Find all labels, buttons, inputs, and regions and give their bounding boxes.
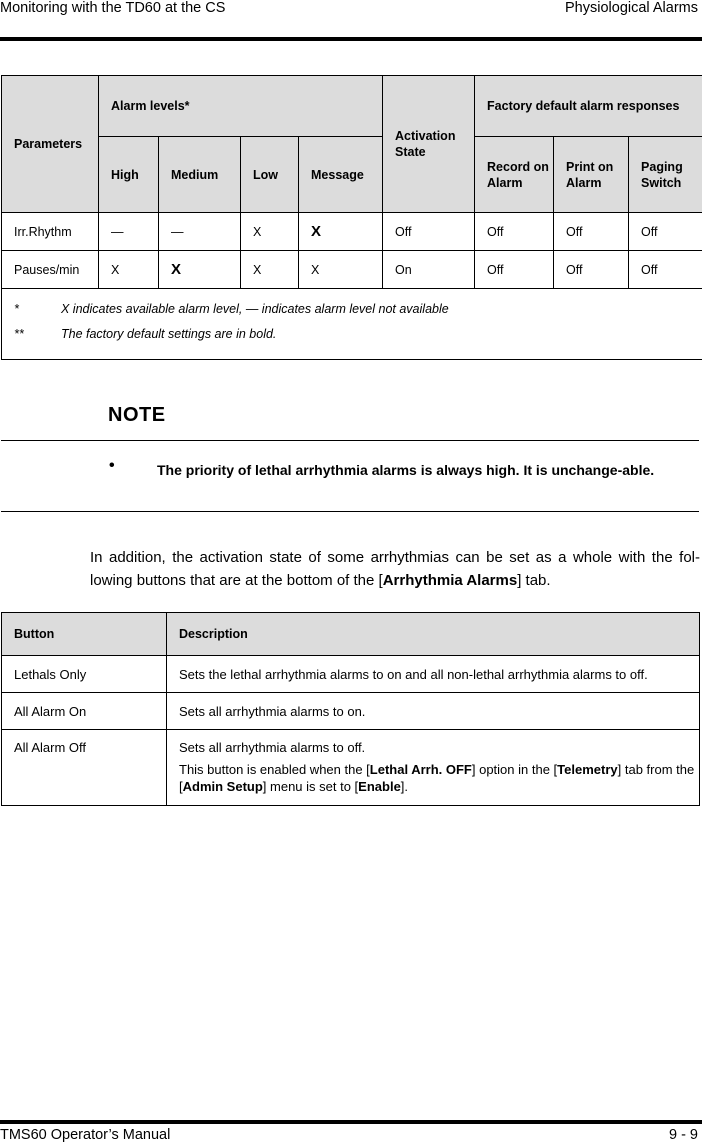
table-row [2,693,700,730]
col-message: Message [299,137,383,213]
footnote-text: The factory default settings are in bold. [61,327,277,341]
header-rule [0,37,702,41]
cell-record: Off [475,213,554,251]
footer-manual-title: TMS60 Operator’s Manual [0,1127,171,1143]
cell-record: Off [475,251,554,289]
col-medium: Medium [159,137,241,213]
cell-high: X [99,251,159,289]
cell-message: X [299,251,383,289]
table-footnotes [2,289,702,360]
cell-medium-default: X [159,251,241,289]
body-paragraph: In addition, the activation state of some arrhythmias can be set as a whole with the fol-lowing buttons that are at the bottom of the [Arrhythmia Alarms] tab. [90,549,700,589]
alarm-levels-table [1,75,702,360]
footnote [14,322,702,347]
page-number: 9 - 9 [668,1127,698,1143]
cell-medium: — [159,213,241,251]
cell-activation-state: On [383,251,475,289]
buttons-table [1,612,700,806]
table-row [2,730,700,806]
cell-paging: Off [629,251,702,289]
footnote-mark: ** [14,327,24,341]
table-row [2,213,702,251]
col-low: Low [241,137,299,213]
cell-description: Sets the lethal arrhythmia alarms to on and all non-lethal arrhythmia alarms to off. [167,656,700,693]
col-parameters: Parameters [2,76,99,213]
footnote-mark: * [14,302,19,316]
col-button: Button [2,613,167,656]
tab-name: Arrhythmia Alarms [382,572,518,589]
cell-description: Sets all arrhythmia alarms to off. This button is enabled when the [Lethal Arrh. OFF] option in the [Telemetry] tab from the [Admin Setup] menu is set to [Enable]. [167,730,700,806]
table-row [2,251,702,289]
col-print-on-alarm: Print on Alarm [554,137,629,213]
running-header-right: Physiological Alarms [565,0,698,16]
running-header-left: Monitoring with the TD60 at the CS [0,0,226,16]
cell-print: Off [554,213,629,251]
cell-parameter: Irr.Rhythm [2,213,99,251]
cell-button: Lethals Only [2,656,167,693]
cell-parameter: Pauses/min [2,251,99,289]
cell-button: All Alarm On [2,693,167,730]
note-text: The priority of lethal arrhythmia alarms is always high. It is unchange-able. [157,462,655,478]
enable-condition: This button is enabled when the [Lethal Arrh. OFF] option in the [Telemetry] tab from the [Admin Setup] menu is set to [Enable]. [179,762,695,794]
cell-activation-state: Off [383,213,475,251]
table-row [2,656,700,693]
cell-print: Off [554,251,629,289]
footnote-text: X indicates available alarm level, — indicates alarm level not available [61,302,449,316]
col-activation-state: Activation State [383,76,475,213]
cell-description: Sets all arrhythmia alarms to on. [167,693,700,730]
footer-rule [0,1120,702,1124]
note-bottom-rule [1,511,699,512]
col-paging-switch: Paging Switch [629,137,702,213]
col-record-on-alarm: Record on Alarm [475,137,554,213]
cell-low: X [241,213,299,251]
cell-high: — [99,213,159,251]
cell-button: All Alarm Off [2,730,167,806]
footnote [14,297,702,322]
cell-paging: Off [629,213,702,251]
col-description: Description [167,613,700,656]
col-factory-defaults: Factory default alarm responses [475,76,702,137]
cell-low: X [241,251,299,289]
cell-message-default: X [299,213,383,251]
note-title: NOTE [108,404,166,426]
note-top-rule [1,440,699,441]
col-high: High [99,137,159,213]
col-alarm-levels: Alarm levels* [99,76,383,137]
bullet-icon: • [109,457,115,474]
